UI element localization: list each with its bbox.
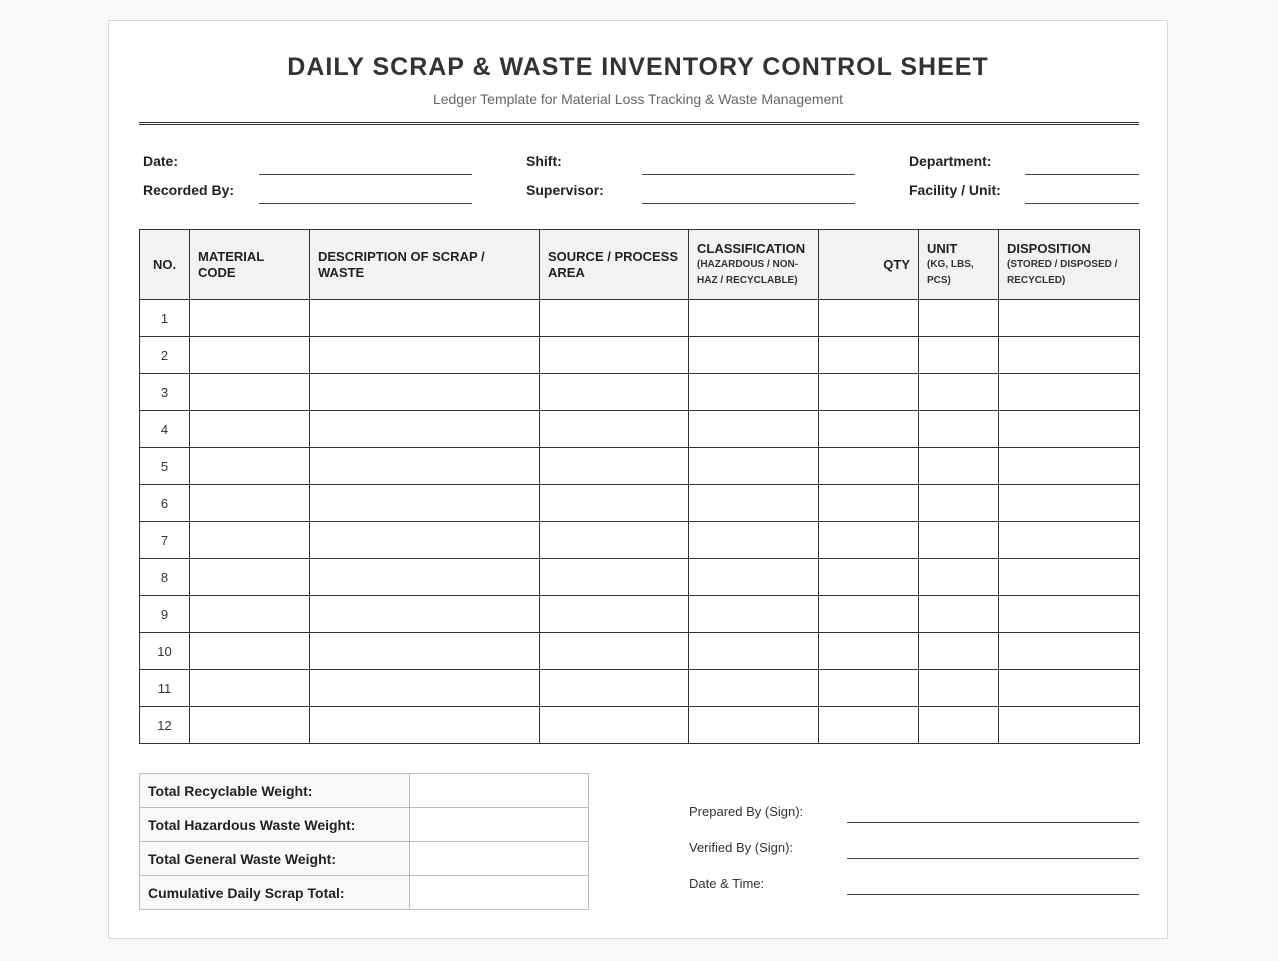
totals-row [140,808,589,842]
material-code-cell[interactable] [190,411,310,448]
table-row [140,448,1140,485]
description-cell[interactable] [310,633,540,670]
date-time-signature-line[interactable] [847,894,1139,895]
unit-cell[interactable] [919,485,999,522]
unit-cell[interactable] [919,707,999,744]
page-title: DAILY SCRAP & WASTE INVENTORY CONTROL SHEET [287,53,989,81]
classification-cell[interactable] [689,448,819,485]
col-classification-label: CLASSIFICATION [697,240,806,256]
source-cell[interactable] [540,596,689,633]
ledger-body [140,300,1140,744]
classification-cell[interactable] [689,596,819,633]
source-cell[interactable] [540,300,689,337]
row-number: 8 [140,559,190,596]
description-cell[interactable] [310,300,540,337]
material-code-cell[interactable] [190,522,310,559]
source-cell[interactable] [540,411,689,448]
unit-cell[interactable] [919,300,999,337]
unit-cell[interactable] [919,633,999,670]
description-cell[interactable] [310,337,540,374]
source-cell[interactable] [540,670,689,707]
total-recyclable-value[interactable] [410,774,589,808]
unit-cell[interactable] [919,522,999,559]
disposition-cell[interactable] [999,337,1140,374]
date-label: Date: [143,153,179,169]
col-qty: QTY [819,230,919,300]
disposition-cell[interactable] [999,559,1140,596]
material-code-cell[interactable] [190,596,310,633]
row-number: 10 [140,633,190,670]
row-number: 6 [140,485,190,522]
disposition-cell[interactable] [999,522,1140,559]
description-cell[interactable] [310,448,540,485]
cumulative-total-value[interactable] [410,876,589,910]
disposition-cell[interactable] [999,596,1140,633]
total-hazardous-value[interactable] [410,808,589,842]
material-code-cell[interactable] [190,448,310,485]
table-row [140,485,1140,522]
source-cell[interactable] [540,448,689,485]
source-cell[interactable] [540,337,689,374]
description-cell[interactable] [310,374,540,411]
unit-cell[interactable] [919,337,999,374]
col-unit [919,230,999,300]
description-cell[interactable] [310,707,540,744]
supervisor-field[interactable] [642,203,855,204]
row-number: 12 [140,707,190,744]
totals-table [139,773,589,910]
col-classification-sub: (HAZARDOUS / NON-HAZ / RECYCLABLE) [697,258,799,286]
shift-field[interactable] [642,174,855,175]
col-source: SOURCE / PROCESS AREA [540,230,689,300]
col-classification [689,230,819,300]
verified-by-signature-line[interactable] [847,858,1139,859]
table-row [140,559,1140,596]
source-cell[interactable] [540,633,689,670]
table-row [140,633,1140,670]
table-row [140,670,1140,707]
qty-cell[interactable] [819,596,919,633]
table-header-row [140,230,1140,300]
total-general-value[interactable] [410,842,589,876]
classification-cell[interactable] [689,411,819,448]
classification-cell[interactable] [689,633,819,670]
prepared-by-label: Prepared By (Sign): [689,804,804,819]
shift-label: Shift: [526,153,562,169]
table-row [140,300,1140,337]
disposition-cell[interactable] [999,633,1140,670]
prepared-by-signature-line[interactable] [847,822,1139,823]
col-unit-label: UNIT [927,240,958,256]
unit-cell[interactable] [919,559,999,596]
qty-cell[interactable] [819,633,919,670]
cumulative-total-label: Cumulative Daily Scrap Total: [140,876,410,910]
row-number: 3 [140,374,190,411]
row-number: 2 [140,337,190,374]
ledger-table [139,229,1140,744]
description-cell[interactable] [310,596,540,633]
disposition-cell[interactable] [999,374,1140,411]
classification-cell[interactable] [689,485,819,522]
disposition-cell[interactable] [999,300,1140,337]
qty-cell[interactable] [819,670,919,707]
disposition-cell[interactable] [999,448,1140,485]
header-divider [139,122,1139,125]
source-cell[interactable] [540,522,689,559]
material-code-cell[interactable] [190,559,310,596]
table-row [140,411,1140,448]
material-code-cell[interactable] [190,707,310,744]
description-cell[interactable] [310,522,540,559]
department-field[interactable] [1025,174,1139,175]
disposition-cell[interactable] [999,411,1140,448]
description-cell[interactable] [310,670,540,707]
qty-cell[interactable] [819,300,919,337]
qty-cell[interactable] [819,374,919,411]
source-cell[interactable] [540,374,689,411]
material-code-cell[interactable] [190,337,310,374]
row-number: 9 [140,596,190,633]
table-row [140,522,1140,559]
total-hazardous-label: Total Hazardous Waste Weight: [140,808,410,842]
page-subtitle: Ledger Template for Material Loss Tracking & Waste Management [432,91,844,107]
inventory-sheet [108,20,1168,939]
unit-cell[interactable] [919,596,999,633]
row-number: 11 [140,670,190,707]
material-code-cell[interactable] [190,670,310,707]
qty-cell[interactable] [819,522,919,559]
unit-cell[interactable] [919,448,999,485]
col-disposition-label: DISPOSITION [1007,240,1091,256]
col-unit-sub: (KG, LBS, PCS) [927,258,974,286]
date-field[interactable] [259,174,472,175]
unit-cell[interactable] [919,374,999,411]
unit-cell[interactable] [919,411,999,448]
table-row [140,374,1140,411]
facility-label: Facility / Unit: [909,182,1001,198]
classification-cell[interactable] [689,337,819,374]
description-cell[interactable] [310,411,540,448]
facility-field[interactable] [1025,203,1139,204]
classification-cell[interactable] [689,300,819,337]
classification-cell[interactable] [689,559,819,596]
material-code-cell[interactable] [190,633,310,670]
qty-cell[interactable] [819,337,919,374]
unit-cell[interactable] [919,670,999,707]
classification-cell[interactable] [689,374,819,411]
source-cell[interactable] [540,559,689,596]
verified-by-label: Verified By (Sign): [689,840,794,855]
source-cell[interactable] [540,707,689,744]
col-disposition-sub: (STORED / DISPOSED / RECYCLED) [1007,258,1118,286]
table-row [140,337,1140,374]
total-general-label: Total General Waste Weight: [140,842,410,876]
material-code-cell[interactable] [190,300,310,337]
row-number: 1 [140,300,190,337]
table-row [140,707,1140,744]
material-code-cell[interactable] [190,374,310,411]
recorded-by-field[interactable] [259,203,472,204]
table-row [140,596,1140,633]
totals-row [140,774,589,808]
col-description: DESCRIPTION OF SCRAP / WASTE [310,230,540,300]
row-number: 7 [140,522,190,559]
qty-cell[interactable] [819,411,919,448]
row-number: 5 [140,448,190,485]
classification-cell[interactable] [689,707,819,744]
totals-row [140,842,589,876]
source-cell[interactable] [540,485,689,522]
col-no: NO. [140,230,190,300]
recorded-by-label: Recorded By: [143,182,235,198]
disposition-cell[interactable] [999,485,1140,522]
disposition-cell[interactable] [999,707,1140,744]
description-cell[interactable] [310,485,540,522]
classification-cell[interactable] [689,670,819,707]
col-disposition [999,230,1140,300]
qty-cell[interactable] [819,707,919,744]
disposition-cell[interactable] [999,670,1140,707]
qty-cell[interactable] [819,485,919,522]
qty-cell[interactable] [819,448,919,485]
material-code-cell[interactable] [190,485,310,522]
supervisor-label: Supervisor: [526,182,604,198]
col-material-code: MATERIAL CODE [190,230,310,300]
qty-cell[interactable] [819,559,919,596]
department-label: Department: [909,153,992,169]
total-recyclable-label: Total Recyclable Weight: [140,774,410,808]
description-cell[interactable] [310,559,540,596]
row-number: 4 [140,411,190,448]
date-time-label: Date & Time: [689,876,765,891]
totals-row [140,876,589,910]
classification-cell[interactable] [689,522,819,559]
